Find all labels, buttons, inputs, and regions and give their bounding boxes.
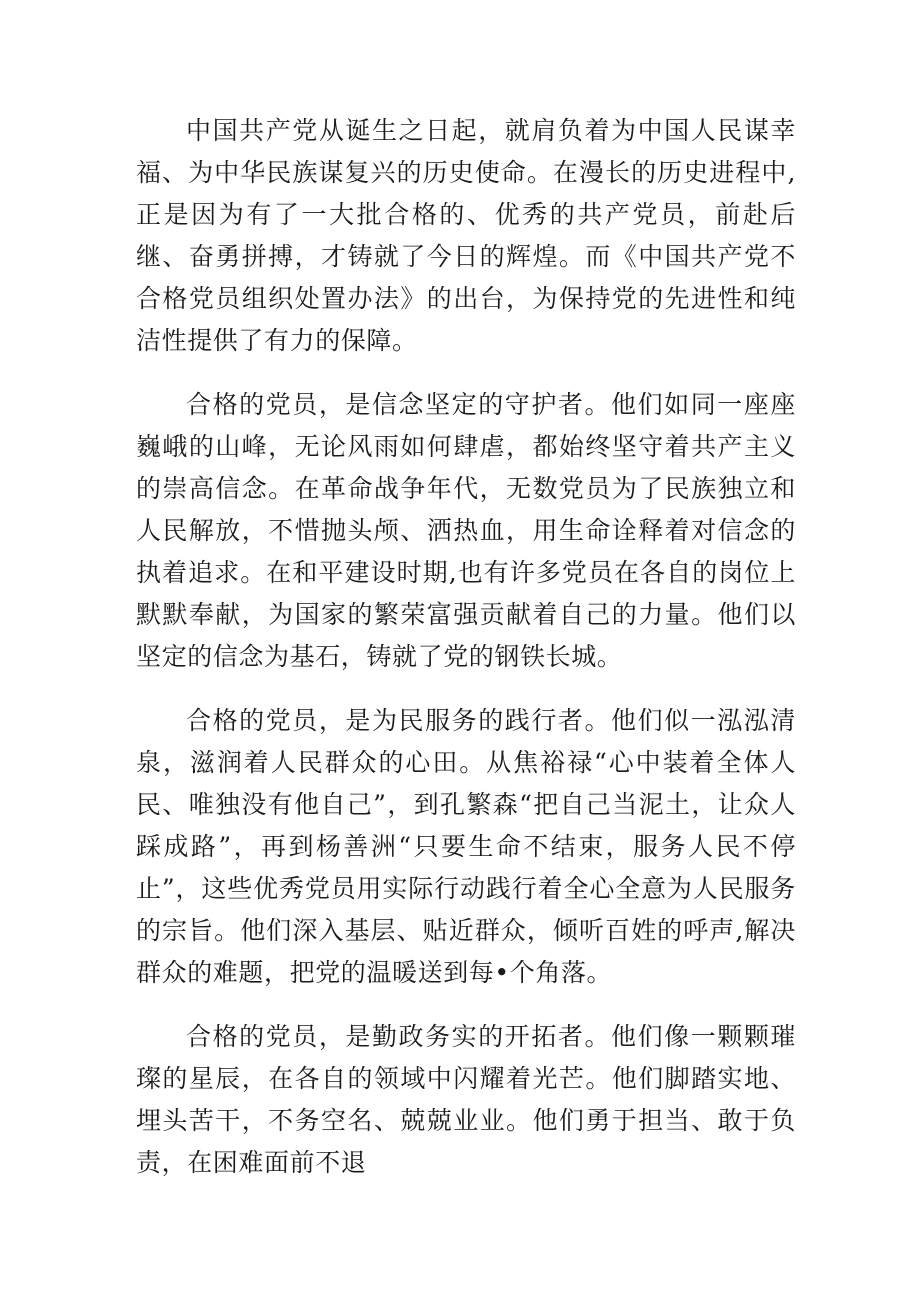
document-body [136,110,796,1206]
paragraph-firm-belief: 合格的党员，是信念坚定的守护者。他们如同一座座巍峨的山峰，无论风雨如何肆虐，都始终坚守着共产主义的崇高信念。在革命战争年代，无数党员为了民族独立和人民解放，不惜抛头颅、洒热血，用生命诠释着对信念的执着追求。在和平建设时期,也有许多党员在各自的岗位上默默奉献，为国家的繁荣富强贡献着自己的力量。他们以坚定的信念为基石，铸就了党的钢铁长城。 [136,390,796,671]
paragraph-pragmatic-pioneer: 合格的党员，是勤政务实的开拓者。他们像一颗颗璀璨的星辰，在各自的领域中闪耀着光芒。他们脚踏实地、埋头苦干，不务空名、兢兢业业。他们勇于担当、敢于负责，在困难面前不退 [136,1022,796,1177]
paragraph-intro: 中国共产党从诞生之日起，就肩负着为中国人民谋幸福、为中华民族谋复兴的历史使命。在漫长的历史进程中,正是因为有了一大批合格的、优秀的共产党员，前赴后继、奋勇拼搏，才铸就了今日的辉煌。而《中国共产党不合格党员组织处置办法》的出台，为保持党的先进性和纯洁性提供了有力的保障。 [136,116,796,355]
paragraph-serve-people: 合格的党员，是为民服务的践行者。他们似一泓泓清泉，滋润着人民群众的心田。从焦裕禄“心中装着全体人民、唯独没有他自己”，到孔繁森“把自己当泥土，让众人踩成路”，再到杨善洲“只要生命不结束，服务人民不停止”，这些优秀党员用实际行动践行着全心全意为人民服务的宗旨。他们深入基层、贴近群众，倾听百姓的呼声,解决群众的难题，把党的温暖送到每•个角落。 [136,706,796,987]
